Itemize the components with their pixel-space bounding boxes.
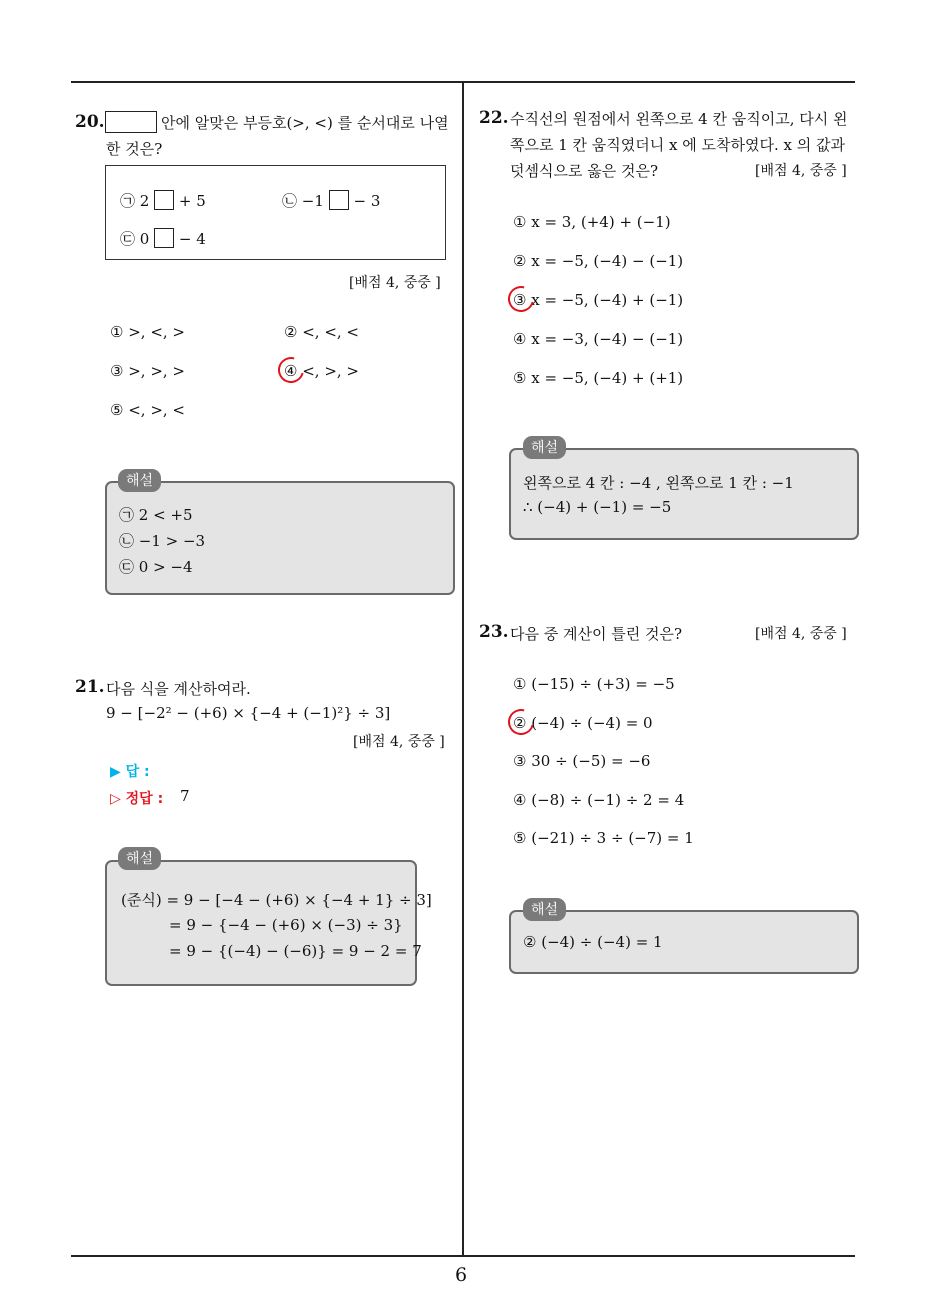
q20-item-b: ㉡ −1 − 3: [282, 192, 381, 210]
q23-choice-5[interactable]: ⑤ (−21) ÷ 3 ÷ (−7) = 1: [513, 829, 694, 847]
page-number: 6: [455, 1264, 468, 1286]
column-divider: [462, 83, 464, 1256]
q21-stem: 다음 식을 계산하여라.: [106, 680, 251, 698]
q21-solution-box: [105, 860, 432, 986]
q21-number: 21.: [75, 677, 105, 697]
q20-blank-a: [154, 190, 174, 210]
q20-score: [배점 4, 중중 ]: [349, 275, 441, 291]
q20-solution-box: [105, 481, 455, 595]
q20-sol-line-2: ㉡ −1 > −3: [119, 532, 206, 550]
q22-number: 22.: [479, 108, 509, 128]
q20-item-a: ㉠ 2 + 5: [120, 192, 206, 210]
q20-choice-4[interactable]: ④ <, >, >: [284, 362, 359, 380]
q20-blank-box: [105, 111, 157, 133]
q22-choice-2[interactable]: ② x = −5, (−4) − (−1): [513, 252, 684, 270]
q21-correct-label: ▷ 정답 :: [110, 791, 164, 807]
q23-score: [배점 4, 중중 ]: [755, 626, 847, 642]
q20-solution-tag: 해설: [118, 469, 161, 492]
q21-answer-label: ▶ 답 :: [110, 764, 150, 780]
q23-choice-4[interactable]: ④ (−8) ÷ (−1) ÷ 2 = 4: [513, 791, 685, 809]
q20-stem-1: 안에 알맞은 부등호(>, <) 를 순서대로 나열: [161, 114, 449, 132]
q22-stem-3: 덧셈식으로 옳은 것은?: [510, 162, 658, 180]
q21-sol-line-2: = 9 − {−4 − (+6) × (−3) ÷ 3}: [169, 916, 403, 934]
q22-stem-2: 쪽으로 1 칸 움직였더니 x 에 도착하였다. x 의 값과: [510, 136, 845, 154]
q22-answer-mark: [503, 281, 539, 317]
q20-choice-3[interactable]: ③ >, >, >: [110, 362, 185, 380]
q22-sol-line-1: 왼쪽으로 4 칸 : −4 , 왼쪽으로 1 칸 : −1: [523, 474, 794, 492]
q20-stem-2: 한 것은?: [106, 140, 163, 158]
q21-solution-tag: 해설: [118, 847, 161, 870]
q21-score: [배점 4, 중중 ]: [353, 734, 445, 750]
bottom-rule: [71, 1255, 855, 1257]
q23-answer-mark: [503, 704, 539, 740]
q20-sol-line-3: ㉢ 0 > −4: [119, 558, 193, 576]
q22-choice-4[interactable]: ④ x = −3, (−4) − (−1): [513, 330, 684, 348]
q20-number: 20.: [75, 112, 105, 132]
q21-expression: 9 − [−2² − (+6) × {−4 + (−1)²} ÷ 3]: [106, 704, 391, 722]
q20-blank-c: [154, 228, 174, 248]
q20-answer-mark: [273, 352, 309, 388]
q22-choice-5[interactable]: ⑤ x = −5, (−4) + (+1): [513, 369, 684, 387]
q20-choice-2[interactable]: ② <, <, <: [284, 323, 359, 341]
q23-choice-1[interactable]: ① (−15) ÷ (+3) = −5: [513, 675, 675, 693]
q20-item-c: ㉢ 0 − 4: [120, 230, 206, 248]
q20-choice-5[interactable]: ⑤ <, >, <: [110, 401, 185, 419]
q22-solution-box: [509, 448, 859, 540]
q23-sol-line-1: ② (−4) ÷ (−4) = 1: [523, 933, 663, 951]
q23-choice-2[interactable]: ② (−4) ÷ (−4) = 0: [513, 714, 653, 732]
q21-sol-line-3: = 9 − {(−4) − (−6)} = 9 − 2 = 7: [169, 942, 422, 960]
q22-sol-line-2: ∴ (−4) + (−1) = −5: [523, 498, 672, 516]
q22-choice-3[interactable]: ③ x = −5, (−4) + (−1): [513, 291, 684, 309]
q21-sol-line-1: (준식) = 9 − [−4 − (+6) × {−4 + 1} ÷ 3]: [121, 891, 432, 909]
q21-correct-value: 7: [180, 787, 190, 805]
q20-choice-1[interactable]: ① >, <, >: [110, 323, 185, 341]
q20-problem-box: [105, 165, 446, 260]
q23-solution-tag: 해설: [523, 898, 566, 921]
q22-solution-tag: 해설: [523, 436, 566, 459]
q22-stem-1: 수직선의 원점에서 왼쪽으로 4 칸 움직이고, 다시 왼: [510, 110, 848, 128]
q20-sol-line-1: ㉠ 2 < +5: [119, 506, 193, 524]
q22-score: [배점 4, 중중 ]: [755, 163, 847, 179]
q23-choice-3[interactable]: ③ 30 ÷ (−5) = −6: [513, 752, 651, 770]
q23-stem: 다음 중 계산이 틀린 것은?: [510, 625, 683, 643]
q23-number: 23.: [479, 622, 509, 642]
q22-choice-1[interactable]: ① x = 3, (+4) + (−1): [513, 213, 671, 231]
q20-blank-b: [329, 190, 349, 210]
